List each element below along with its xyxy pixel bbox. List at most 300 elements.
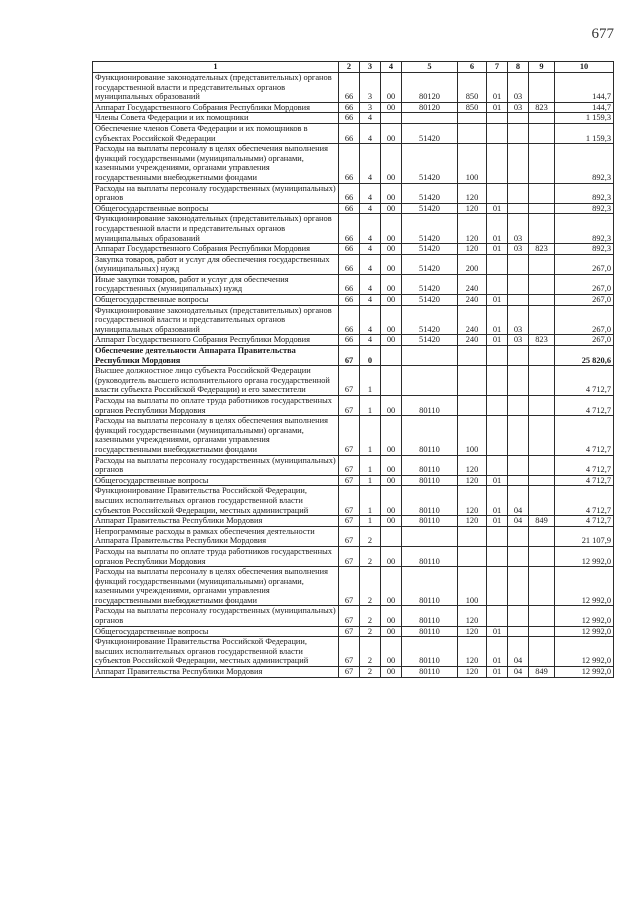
cell-code-9 (529, 183, 555, 203)
cell-code-3: 1 (360, 475, 381, 486)
cell-code-9 (529, 637, 555, 667)
header-row (93, 62, 614, 73)
cell-amount: 267,0 (555, 274, 614, 294)
cell-code-2: 66 (339, 203, 360, 214)
cell-code-8 (508, 183, 529, 203)
cell-amount: 12 992,0 (555, 567, 614, 606)
cell-code-6: 100 (458, 144, 487, 183)
cell-code-4 (381, 366, 402, 396)
cell-code-5: 51420 (402, 183, 458, 203)
cell-code-2: 67 (339, 546, 360, 566)
cell-code-3: 3 (360, 73, 381, 103)
cell-code-3: 2 (360, 637, 381, 667)
column-header: 6 (458, 62, 487, 73)
cell-code-8 (508, 396, 529, 416)
cell-code-2: 67 (339, 606, 360, 626)
cell-code-5: 80110 (402, 486, 458, 516)
cell-code-5: 51420 (402, 123, 458, 143)
cell-amount: 4 712,7 (555, 486, 614, 516)
budget-table (92, 61, 614, 678)
cell-code-4: 00 (381, 102, 402, 113)
cell-amount: 144,7 (555, 102, 614, 113)
table-row (93, 73, 614, 103)
cell-code-2: 67 (339, 626, 360, 637)
row-label: Закупка товаров, работ и услуг для обеспечения государственных (муниципальных) нужд (93, 254, 339, 274)
table-row (93, 335, 614, 346)
table-row (93, 667, 614, 678)
cell-amount: 892,3 (555, 214, 614, 244)
row-label: Аппарат Государственного Собрания Республики Мордовия (93, 244, 339, 255)
row-label: Общегосударственные вопросы (93, 475, 339, 486)
row-label: Расходы на выплаты персоналу государственных (муниципальных) органов (93, 455, 339, 475)
cell-code-5: 51420 (402, 295, 458, 306)
cell-code-6 (458, 546, 487, 566)
cell-code-9: 849 (529, 516, 555, 527)
cell-code-3: 4 (360, 144, 381, 183)
cell-code-4: 00 (381, 416, 402, 455)
cell-code-8 (508, 123, 529, 143)
cell-code-7 (487, 366, 508, 396)
table-row (93, 416, 614, 455)
row-label: Функционирование Правительства Российской Федерации, высших исполнительных органов государственной власти субъектов Российской Федерации, местных администраций (93, 486, 339, 516)
cell-code-6: 120 (458, 475, 487, 486)
table-row (93, 244, 614, 255)
column-header: 5 (402, 62, 458, 73)
table-row (93, 546, 614, 566)
cell-code-6 (458, 366, 487, 396)
cell-amount: 12 992,0 (555, 626, 614, 637)
cell-code-6 (458, 123, 487, 143)
cell-code-7 (487, 183, 508, 203)
cell-code-6 (458, 526, 487, 546)
cell-code-7: 01 (487, 475, 508, 486)
page-number: 677 (591, 26, 614, 42)
row-label: Функционирование законодательных (представительных) органов государственной власти и представительных органов муниципальных образований (93, 305, 339, 335)
cell-code-9 (529, 416, 555, 455)
cell-code-9 (529, 305, 555, 335)
cell-code-5 (402, 366, 458, 396)
cell-code-7 (487, 254, 508, 274)
cell-code-4: 00 (381, 214, 402, 244)
cell-code-9 (529, 526, 555, 546)
cell-code-6: 120 (458, 183, 487, 203)
cell-code-3: 2 (360, 667, 381, 678)
cell-amount: 892,3 (555, 203, 614, 214)
cell-code-2: 66 (339, 335, 360, 346)
cell-code-3: 4 (360, 335, 381, 346)
row-label: Члены Совета Федерации и их помощники (93, 113, 339, 124)
cell-code-3: 3 (360, 102, 381, 113)
cell-code-9 (529, 254, 555, 274)
row-label: Функционирование законодательных (представительных) органов государственной власти и представительных органов муниципальных образований (93, 73, 339, 103)
cell-amount: 144,7 (555, 73, 614, 103)
cell-code-4: 00 (381, 516, 402, 527)
cell-code-9 (529, 73, 555, 103)
cell-code-7 (487, 416, 508, 455)
cell-amount: 267,0 (555, 335, 614, 346)
cell-code-3: 4 (360, 244, 381, 255)
cell-amount: 12 992,0 (555, 667, 614, 678)
cell-code-2: 67 (339, 475, 360, 486)
cell-code-6: 120 (458, 214, 487, 244)
cell-code-5: 80120 (402, 73, 458, 103)
cell-code-7 (487, 274, 508, 294)
cell-code-7: 01 (487, 305, 508, 335)
table-row (93, 475, 614, 486)
cell-code-7 (487, 123, 508, 143)
cell-amount: 267,0 (555, 254, 614, 274)
table-row (93, 486, 614, 516)
cell-code-7 (487, 113, 508, 124)
cell-code-2: 66 (339, 295, 360, 306)
row-label: Расходы на выплаты персоналу государственных (муниципальных) органов (93, 183, 339, 203)
cell-code-5 (402, 526, 458, 546)
cell-code-9 (529, 567, 555, 606)
cell-code-5: 51420 (402, 305, 458, 335)
cell-code-4: 00 (381, 455, 402, 475)
table-row (93, 123, 614, 143)
cell-code-8 (508, 455, 529, 475)
cell-code-8 (508, 366, 529, 396)
cell-code-6: 120 (458, 455, 487, 475)
cell-code-4: 00 (381, 183, 402, 203)
cell-code-3: 4 (360, 274, 381, 294)
cell-code-3: 1 (360, 455, 381, 475)
cell-code-3: 2 (360, 567, 381, 606)
cell-code-4: 00 (381, 667, 402, 678)
cell-code-6: 240 (458, 305, 487, 335)
cell-code-2: 66 (339, 305, 360, 335)
cell-code-3: 1 (360, 486, 381, 516)
cell-code-4: 00 (381, 254, 402, 274)
cell-code-3: 4 (360, 214, 381, 244)
cell-code-4: 00 (381, 73, 402, 103)
cell-code-8: 04 (508, 637, 529, 667)
cell-code-3: 1 (360, 366, 381, 396)
cell-code-9 (529, 486, 555, 516)
cell-code-7: 01 (487, 486, 508, 516)
table-row (93, 637, 614, 667)
row-label: Функционирование законодательных (представительных) органов государственной власти и представительных органов муниципальных образований (93, 214, 339, 244)
cell-code-7 (487, 606, 508, 626)
cell-code-5: 80110 (402, 475, 458, 486)
cell-code-4 (381, 526, 402, 546)
cell-code-5: 80110 (402, 455, 458, 475)
cell-code-2: 67 (339, 486, 360, 516)
cell-amount: 12 992,0 (555, 546, 614, 566)
cell-code-8 (508, 203, 529, 214)
row-label: Аппарат Государственного Собрания Республики Мордовия (93, 102, 339, 113)
table-row (93, 606, 614, 626)
cell-code-5 (402, 113, 458, 124)
row-label: Общегосударственные вопросы (93, 295, 339, 306)
cell-code-9 (529, 606, 555, 626)
cell-code-9 (529, 214, 555, 244)
cell-code-2: 66 (339, 73, 360, 103)
cell-code-5 (402, 346, 458, 366)
cell-code-2: 67 (339, 667, 360, 678)
cell-code-9 (529, 455, 555, 475)
cell-code-7: 01 (487, 335, 508, 346)
cell-code-4: 00 (381, 123, 402, 143)
cell-code-8 (508, 144, 529, 183)
cell-code-4: 00 (381, 637, 402, 667)
column-header: 8 (508, 62, 529, 73)
table-row (93, 144, 614, 183)
cell-code-7 (487, 526, 508, 546)
cell-amount: 267,0 (555, 305, 614, 335)
cell-code-5: 51420 (402, 274, 458, 294)
cell-code-9 (529, 626, 555, 637)
cell-code-6: 120 (458, 203, 487, 214)
table-row (93, 455, 614, 475)
cell-code-7 (487, 144, 508, 183)
table-row (93, 305, 614, 335)
cell-code-6: 100 (458, 416, 487, 455)
cell-code-6 (458, 113, 487, 124)
cell-code-3: 1 (360, 516, 381, 527)
cell-code-6: 240 (458, 274, 487, 294)
column-header: 3 (360, 62, 381, 73)
cell-code-5: 80110 (402, 626, 458, 637)
cell-code-9 (529, 396, 555, 416)
cell-code-8: 03 (508, 335, 529, 346)
cell-code-8 (508, 254, 529, 274)
cell-code-9 (529, 274, 555, 294)
cell-code-7: 01 (487, 516, 508, 527)
row-label: Расходы на выплаты персоналу в целях обеспечения выполнения функций государственными (муниципальными) органами, казенными учреждениями, органами управления государственными внебюджетными фондами (93, 567, 339, 606)
cell-code-3: 2 (360, 606, 381, 626)
cell-code-4: 00 (381, 475, 402, 486)
table-row (93, 567, 614, 606)
cell-code-3: 2 (360, 626, 381, 637)
cell-code-3: 1 (360, 416, 381, 455)
cell-code-6: 120 (458, 606, 487, 626)
cell-code-2: 66 (339, 244, 360, 255)
cell-code-8 (508, 546, 529, 566)
cell-code-8 (508, 416, 529, 455)
cell-code-5: 80110 (402, 546, 458, 566)
cell-code-5: 51420 (402, 244, 458, 255)
cell-code-2: 67 (339, 516, 360, 527)
cell-code-4: 00 (381, 305, 402, 335)
cell-code-6: 850 (458, 73, 487, 103)
row-label: Расходы на выплаты по оплате труда работников государственных органов Республики Мордовия (93, 546, 339, 566)
cell-code-8 (508, 295, 529, 306)
cell-code-5: 51420 (402, 335, 458, 346)
cell-code-2: 67 (339, 346, 360, 366)
cell-code-7: 01 (487, 102, 508, 113)
cell-amount: 4 712,7 (555, 366, 614, 396)
cell-code-7 (487, 396, 508, 416)
cell-code-2: 67 (339, 455, 360, 475)
cell-amount: 25 820,6 (555, 346, 614, 366)
cell-code-9 (529, 123, 555, 143)
cell-code-4 (381, 113, 402, 124)
cell-code-9 (529, 295, 555, 306)
table-row (93, 346, 614, 366)
cell-code-9 (529, 475, 555, 486)
table-row (93, 526, 614, 546)
cell-code-6: 240 (458, 295, 487, 306)
table-row (93, 626, 614, 637)
table-row (93, 102, 614, 113)
cell-code-2: 66 (339, 102, 360, 113)
cell-code-4: 00 (381, 567, 402, 606)
cell-code-5: 80110 (402, 606, 458, 626)
cell-amount: 892,3 (555, 144, 614, 183)
row-label: Функционирование Правительства Российской Федерации, высших исполнительных органов государственной власти субъектов Российской Федерации, местных администраций (93, 637, 339, 667)
cell-code-6: 120 (458, 626, 487, 637)
column-header: 9 (529, 62, 555, 73)
cell-code-4: 00 (381, 486, 402, 516)
column-header: 4 (381, 62, 402, 73)
cell-amount: 4 712,7 (555, 516, 614, 527)
row-label: Иные закупки товаров, работ и услуг для обеспечения государственных (муниципальных) нужд (93, 274, 339, 294)
cell-amount: 4 712,7 (555, 416, 614, 455)
row-label: Непрограммные расходы в рамках обеспечения деятельности Аппарата Правительства Республики Мордовия (93, 526, 339, 546)
row-label: Аппарат Правительства Республики Мордовия (93, 516, 339, 527)
cell-code-2: 66 (339, 113, 360, 124)
cell-code-2: 66 (339, 123, 360, 143)
cell-code-9 (529, 346, 555, 366)
cell-code-7: 01 (487, 626, 508, 637)
cell-code-5: 51420 (402, 144, 458, 183)
cell-amount: 1 159,3 (555, 113, 614, 124)
cell-code-5: 80110 (402, 637, 458, 667)
cell-code-3: 1 (360, 396, 381, 416)
cell-amount: 12 992,0 (555, 606, 614, 626)
cell-amount: 4 712,7 (555, 475, 614, 486)
row-label: Аппарат Государственного Собрания Республики Мордовия (93, 335, 339, 346)
table-row (93, 396, 614, 416)
cell-code-3: 4 (360, 305, 381, 335)
cell-code-8 (508, 346, 529, 366)
cell-code-7: 01 (487, 244, 508, 255)
cell-code-8: 04 (508, 486, 529, 516)
cell-amount: 21 107,9 (555, 526, 614, 546)
row-label: Общегосударственные вопросы (93, 203, 339, 214)
row-label: Расходы на выплаты персоналу государственных (муниципальных) органов (93, 606, 339, 626)
cell-code-5: 51420 (402, 254, 458, 274)
cell-code-4: 00 (381, 626, 402, 637)
cell-code-5: 51420 (402, 203, 458, 214)
table-row (93, 254, 614, 274)
cell-code-5: 51420 (402, 214, 458, 244)
cell-code-7: 01 (487, 295, 508, 306)
row-label: Аппарат Правительства Республики Мордовия (93, 667, 339, 678)
cell-code-9 (529, 366, 555, 396)
cell-code-8 (508, 567, 529, 606)
cell-code-8: 03 (508, 73, 529, 103)
cell-code-8: 03 (508, 305, 529, 335)
cell-code-5: 80110 (402, 567, 458, 606)
table-row (93, 295, 614, 306)
table-row (93, 516, 614, 527)
column-header: 2 (339, 62, 360, 73)
cell-code-6: 120 (458, 667, 487, 678)
cell-code-4: 00 (381, 295, 402, 306)
cell-code-2: 66 (339, 214, 360, 244)
cell-code-8 (508, 475, 529, 486)
cell-code-6 (458, 346, 487, 366)
cell-code-2: 67 (339, 526, 360, 546)
cell-code-2: 66 (339, 144, 360, 183)
cell-code-4: 00 (381, 203, 402, 214)
cell-code-5: 80120 (402, 102, 458, 113)
cell-code-9 (529, 546, 555, 566)
cell-code-2: 67 (339, 396, 360, 416)
cell-code-7: 01 (487, 203, 508, 214)
cell-code-3: 4 (360, 113, 381, 124)
cell-code-3: 4 (360, 183, 381, 203)
row-label: Высшее должностное лицо субъекта Российской Федерации (руководитель высшего исполнительного органа государственной власти субъекта Российской Федерации) и его заместители (93, 366, 339, 396)
cell-code-3: 4 (360, 295, 381, 306)
cell-code-9 (529, 113, 555, 124)
table-row (93, 113, 614, 124)
row-label: Расходы на выплаты персоналу в целях обеспечения выполнения функций государственными (муниципальными) органами, казенными учреждениями, органами управления государственными внебюджетными фондами (93, 416, 339, 455)
cell-amount: 12 992,0 (555, 637, 614, 667)
column-header: 10 (555, 62, 614, 73)
cell-code-2: 67 (339, 366, 360, 396)
cell-code-4 (381, 346, 402, 366)
cell-code-9: 823 (529, 244, 555, 255)
row-label: Общегосударственные вопросы (93, 626, 339, 637)
cell-code-9 (529, 203, 555, 214)
cell-code-7: 01 (487, 73, 508, 103)
cell-code-8: 04 (508, 516, 529, 527)
cell-code-3: 2 (360, 546, 381, 566)
cell-code-9: 823 (529, 335, 555, 346)
cell-amount: 4 712,7 (555, 455, 614, 475)
cell-code-8: 03 (508, 214, 529, 244)
cell-code-8: 04 (508, 667, 529, 678)
cell-code-7 (487, 567, 508, 606)
cell-code-2: 67 (339, 567, 360, 606)
cell-code-6: 120 (458, 637, 487, 667)
cell-amount: 1 159,3 (555, 123, 614, 143)
cell-code-7: 01 (487, 667, 508, 678)
cell-code-5: 80110 (402, 667, 458, 678)
table-body (93, 73, 614, 678)
cell-amount: 892,3 (555, 244, 614, 255)
table-row (93, 214, 614, 244)
cell-code-6: 240 (458, 335, 487, 346)
cell-code-7 (487, 546, 508, 566)
column-header: 7 (487, 62, 508, 73)
cell-amount: 267,0 (555, 295, 614, 306)
table-row (93, 274, 614, 294)
column-header: 1 (93, 62, 339, 73)
cell-code-2: 66 (339, 254, 360, 274)
cell-code-9: 849 (529, 667, 555, 678)
cell-code-8 (508, 626, 529, 637)
cell-code-4: 00 (381, 335, 402, 346)
table-row (93, 366, 614, 396)
cell-code-7: 01 (487, 637, 508, 667)
row-label: Расходы на выплаты по оплате труда работников государственных органов Республики Мордовия (93, 396, 339, 416)
cell-code-6 (458, 396, 487, 416)
cell-code-4: 00 (381, 546, 402, 566)
row-label: Обеспечение членов Совета Федерации и их помощников в субъектах Российской Федерации (93, 123, 339, 143)
cell-code-7: 01 (487, 214, 508, 244)
cell-code-6: 120 (458, 486, 487, 516)
cell-code-2: 67 (339, 637, 360, 667)
cell-code-8: 03 (508, 102, 529, 113)
cell-code-3: 0 (360, 346, 381, 366)
cell-code-4: 00 (381, 274, 402, 294)
cell-code-6: 200 (458, 254, 487, 274)
